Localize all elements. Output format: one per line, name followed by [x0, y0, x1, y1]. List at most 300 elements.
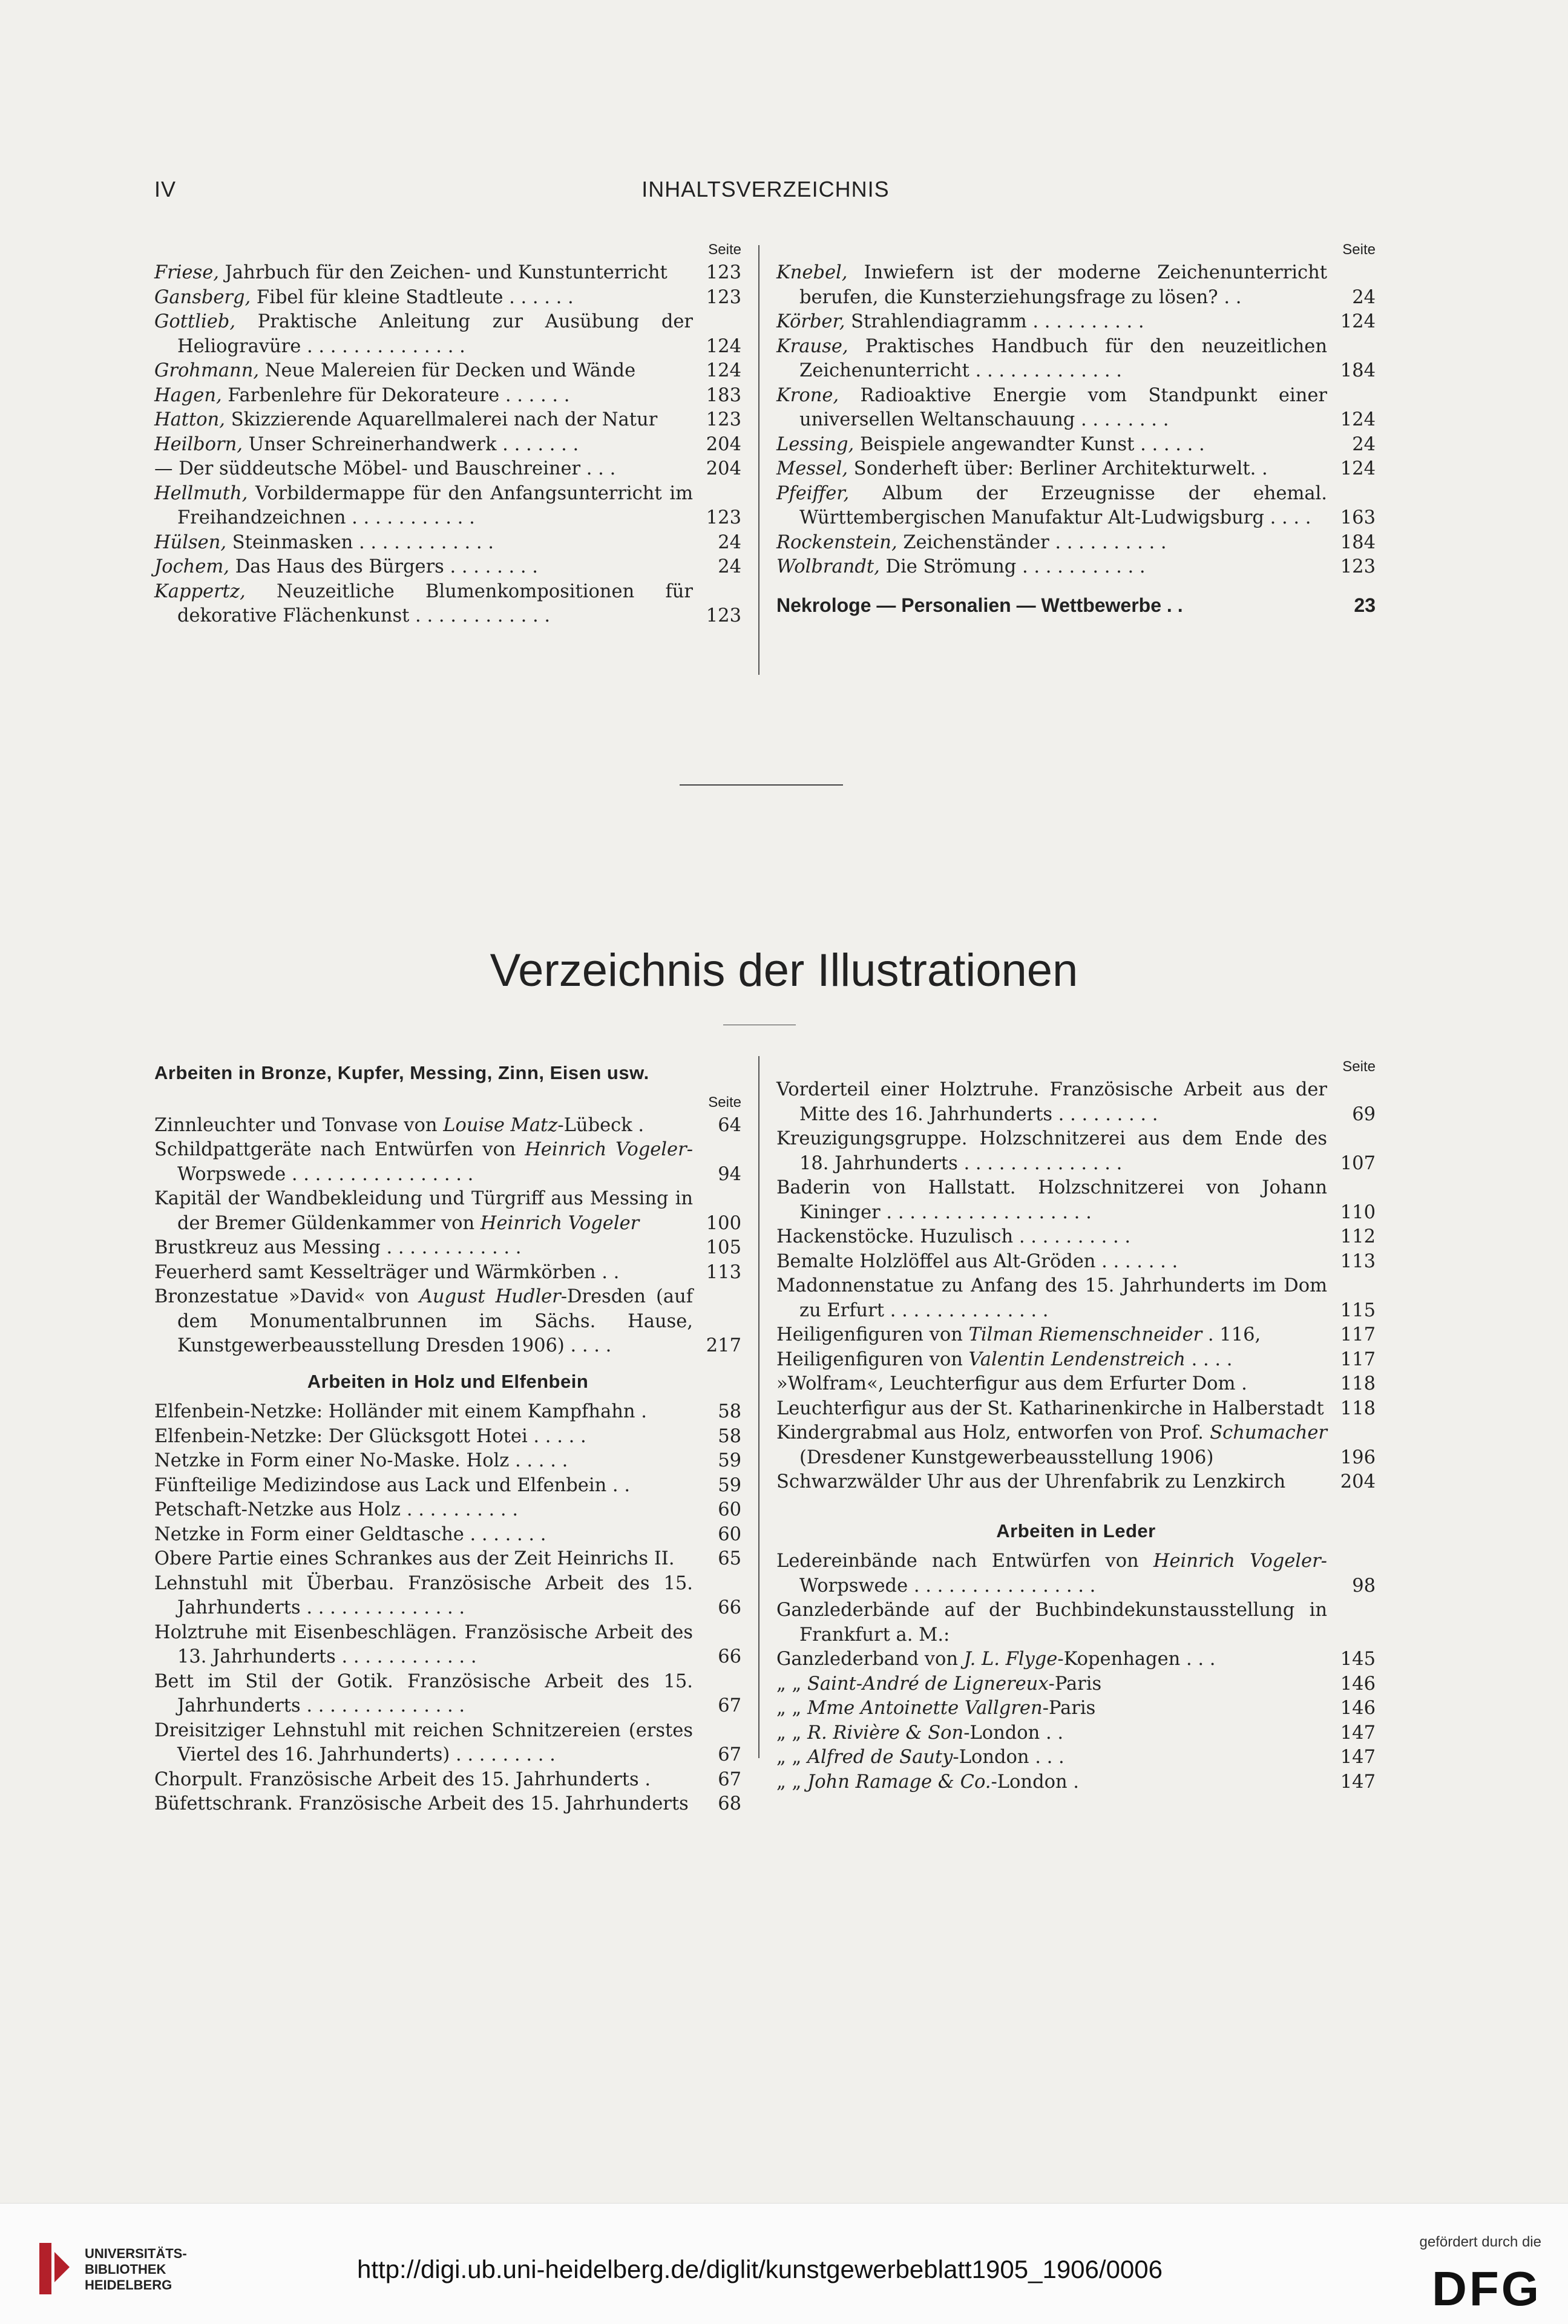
- entry-title: Chorpult. Französische Arbeit des 15. Jahrhunderts .: [154, 1768, 651, 1790]
- illustration-entry: [776, 1127, 1376, 1176]
- entry-text: [776, 1127, 1327, 1176]
- entry-page: 68: [718, 1793, 741, 1814]
- entry-text: [154, 433, 693, 458]
- entry-suffix: -Dresden (auf dem Monumentalbrunnen im Sächs. Hause, Kunstgewerbeausstellung Dresden 1906) . . . .: [177, 1286, 693, 1356]
- entry-page: 124: [706, 360, 741, 381]
- entry-artist: Tilman Riemenschneider: [968, 1324, 1202, 1345]
- entry-author: Pfeiffer,: [776, 482, 850, 504]
- entry-page: 60: [718, 1499, 741, 1520]
- entry-artist: Alfred de Sauty: [807, 1747, 953, 1768]
- entry-title: Farbenlehre für Dekorateure . . . . . .: [228, 384, 570, 406]
- entry-page: 112: [1340, 1226, 1376, 1247]
- entry-page: 204: [706, 433, 741, 455]
- seite-label: Seite: [1342, 241, 1376, 258]
- entry-page: 118: [1340, 1397, 1376, 1419]
- entry-suffix: -London . .: [963, 1722, 1064, 1744]
- entry-text: [154, 1768, 693, 1793]
- entry-title: Praktische Anleitung zur Ausübung der Heliogravüre . . . . . . . . . . . . . .: [177, 311, 693, 357]
- illustration-entry: [776, 1745, 1376, 1770]
- entry-text: [776, 310, 1327, 335]
- entry-text: [154, 1792, 693, 1817]
- entry-text: [154, 457, 693, 482]
- entry-text: [776, 1225, 1327, 1250]
- entry-page: 113: [706, 1261, 741, 1283]
- entry-text: [154, 1498, 693, 1523]
- entry-title: Leuchterfigur aus der St. Katharinenkirche in Halberstadt: [776, 1397, 1324, 1419]
- toc-entry: [154, 384, 741, 409]
- entry-text: [154, 384, 693, 409]
- entry-artist: John Ramage & Co.: [807, 1771, 991, 1793]
- entry-suffix: -London . . .: [953, 1747, 1064, 1768]
- entry-page: 123: [706, 605, 741, 626]
- entry-page: 107: [1340, 1152, 1376, 1174]
- entry-author: Rockenstein,: [776, 531, 897, 553]
- entry-suffix: -London .: [991, 1771, 1079, 1793]
- entry-page: 67: [718, 1768, 741, 1790]
- entry-page: 147: [1340, 1747, 1376, 1768]
- illustration-entry: [776, 1225, 1376, 1250]
- entry-title: Heiligenfiguren von: [776, 1324, 969, 1345]
- entry-artist: Valentin Lendenstreich: [968, 1348, 1186, 1370]
- top-column-divider: [758, 245, 759, 675]
- illustration-entry: [154, 1138, 741, 1187]
- toc-entry: [154, 580, 741, 629]
- entry-author: Kappertz,: [154, 580, 246, 602]
- entry-author: Messel,: [776, 458, 848, 479]
- entry-author: Jochem,: [154, 556, 229, 577]
- section-heading-leder: Arbeiten in Leder: [996, 1520, 1156, 1541]
- entry-page: 67: [718, 1744, 741, 1765]
- entry-page: 196: [1340, 1446, 1376, 1468]
- toc-entry: [776, 433, 1376, 458]
- entry-text: [776, 457, 1327, 482]
- entry-text: [154, 310, 693, 359]
- toc-entry: [154, 286, 741, 310]
- entry-text: [154, 1138, 693, 1187]
- entry-title: Netzke in Form einer No-Maske. Holz . . . . .: [154, 1450, 568, 1471]
- entry-title: Die Strömung . . . . . . . . . . .: [885, 556, 1146, 577]
- entry-title: Bemalte Holzlöffel aus Alt-Gröden . . . . . . .: [776, 1250, 1178, 1272]
- entry-suffix: Worpswede . . . . . . . . . . . . . . . .: [799, 1575, 1096, 1597]
- entry-title: Vorderteil einer Holztruhe. Französische Arbeit aus der Mitte des 16. Jahrhunderts . . . . . . . . .: [776, 1079, 1327, 1125]
- illustration-entry: [154, 1547, 741, 1572]
- entry-text: [154, 1236, 693, 1261]
- entry-page: 163: [1340, 507, 1376, 528]
- illustration-entry: [154, 1474, 741, 1498]
- funding-note: gefördert durch die: [1419, 2234, 1541, 2250]
- entry-title: Neue Malereien für Decken und Wände: [264, 360, 636, 381]
- illustration-entry: [776, 1250, 1376, 1275]
- toc-entry: [154, 531, 741, 556]
- illustration-entry: [154, 1768, 741, 1793]
- entry-title: Brustkreuz aus Messing . . . . . . . . . . . .: [154, 1237, 522, 1258]
- entry-artist: Heinrich Vogeler: [480, 1212, 640, 1234]
- permalink-url[interactable]: http://digi.ub.uni-heidelberg.de/diglit/kunstgewerbeblatt1905_1906/0006: [357, 2255, 1163, 2283]
- footer-bar: [0, 2203, 1568, 2324]
- entry-suffix: -Paris: [1048, 1673, 1102, 1695]
- entry-title: Ganzlederband von: [776, 1649, 964, 1670]
- top-left-column: [154, 239, 741, 629]
- illustration-entry: [154, 1285, 741, 1359]
- entry-artist: Mme Antoinette Vallgren: [807, 1698, 1043, 1719]
- entry-text: [776, 1598, 1327, 1647]
- entry-text: [154, 1449, 693, 1474]
- entry-text: [154, 555, 693, 580]
- entry-text: [776, 261, 1327, 310]
- illustration-entry: [776, 1078, 1376, 1127]
- entry-page: 123: [1340, 556, 1376, 577]
- entry-page: 110: [1340, 1201, 1376, 1223]
- seite-label: Seite: [708, 1094, 741, 1111]
- entry-title: Zinnleuchter und Tonvase von: [154, 1114, 444, 1136]
- illustration-entry: [154, 1236, 741, 1261]
- entry-title: Baderin von Hallstatt. Holzschnitzerei von Johann Kininger . . . . . . . . . . . . . . . . . .: [776, 1177, 1327, 1223]
- illustration-entry: [776, 1397, 1376, 1422]
- illustration-entry: [154, 1498, 741, 1523]
- entry-text: [154, 1547, 693, 1572]
- entry-page: 59: [718, 1474, 741, 1496]
- entry-text: [154, 408, 693, 433]
- illustration-entry: [154, 1523, 741, 1548]
- entry-text: [154, 1400, 693, 1425]
- entry-page: 117: [1340, 1324, 1376, 1345]
- entry-text: [154, 1719, 693, 1768]
- top-right-column: [776, 239, 1376, 617]
- illustration-entry: [154, 1670, 741, 1719]
- entry-page: 24: [1352, 433, 1376, 455]
- entry-text: [776, 1549, 1327, 1598]
- entry-page: 98: [1352, 1575, 1376, 1597]
- illustration-entry: [776, 1770, 1376, 1795]
- entry-page: 217: [706, 1335, 741, 1356]
- entry-title: Büfettschrank. Französische Arbeit des 15. Jahrhunderts: [154, 1793, 689, 1814]
- illustration-entry: [776, 1421, 1376, 1470]
- bottom-column-divider: [758, 1056, 759, 1758]
- seite-label: Seite: [708, 241, 741, 258]
- entry-page: 66: [718, 1646, 741, 1667]
- entry-title: Netzke in Form einer Geldtasche . . . . . . .: [154, 1523, 546, 1545]
- entry-text: [776, 1372, 1327, 1397]
- entry-text: [776, 1397, 1327, 1422]
- entry-text: [776, 1470, 1327, 1495]
- toc-entry: [154, 482, 741, 531]
- entry-author: Lessing,: [776, 433, 855, 455]
- entry-title: „ „: [776, 1771, 807, 1793]
- entry-title: Petschaft-Netzke aus Holz . . . . . . . . . .: [154, 1499, 519, 1520]
- entry-text: [154, 1114, 693, 1138]
- entry-page: 60: [718, 1523, 741, 1545]
- entry-author: Körber,: [776, 311, 845, 332]
- entry-page: 58: [718, 1425, 741, 1447]
- entry-page: 113: [1340, 1250, 1376, 1272]
- toc-entry: [154, 261, 741, 286]
- illustration-entry: [154, 1792, 741, 1817]
- toc-entry: [154, 359, 741, 384]
- entry-title: Inwiefern ist der moderne Zeichenunterricht berufen, die Kunsterziehungsfrage zu lösen? . .: [799, 262, 1327, 308]
- entry-title: Elfenbein-Netzke: Der Glücksgott Hotei . . . . .: [154, 1425, 586, 1447]
- entry-author: Hellmuth,: [154, 482, 248, 504]
- entry-author: Heilborn,: [154, 433, 243, 455]
- entry-text: [776, 1323, 1327, 1348]
- entry-text: [154, 1572, 693, 1621]
- entry-title: Neuzeitliche Blumenkompositionen für dekorative Flächenkunst . . . . . . . . . . . .: [177, 580, 693, 626]
- toc-entry: [154, 433, 741, 458]
- entry-author: Friese,: [154, 262, 219, 283]
- seite-label: Seite: [1342, 1059, 1376, 1075]
- dfg-logo: DFG: [1432, 2262, 1541, 2316]
- entry-text: [154, 261, 693, 286]
- illustration-entry: [154, 1425, 741, 1449]
- entry-text: [154, 482, 693, 531]
- entry-text: [776, 335, 1327, 384]
- toc-entry: [154, 310, 741, 359]
- entry-page: 145: [1340, 1649, 1376, 1670]
- toc-entry: [776, 335, 1376, 384]
- entry-page: 23: [1354, 594, 1376, 616]
- entry-text: [776, 531, 1327, 556]
- entry-page: 183: [706, 384, 741, 406]
- entry-text: [776, 1348, 1327, 1373]
- illustration-entry: [776, 1672, 1376, 1697]
- entry-page: 124: [1340, 311, 1376, 332]
- entry-suffix: -Lübeck .: [557, 1114, 645, 1136]
- entry-title: Kindergrabmal aus Holz, entworfen von Prof.: [776, 1422, 1210, 1443]
- entry-text: [776, 1745, 1327, 1770]
- toc-entry: [776, 310, 1376, 335]
- entry-title: »Wolfram«, Leuchterfigur aus dem Erfurter Dom .: [776, 1373, 1247, 1394]
- page-number: IV: [154, 177, 177, 202]
- entry-page: 24: [1352, 286, 1376, 308]
- entry-text: [154, 1187, 693, 1236]
- entry-author: Krause,: [776, 335, 848, 357]
- entry-text: [776, 1274, 1327, 1323]
- entry-page: 105: [706, 1237, 741, 1258]
- entry-title: Zeichenständer . . . . . . . . . .: [903, 531, 1167, 553]
- entry-title: Schwarzwälder Uhr aus der Uhrenfabrik zu Lenzkirch: [776, 1471, 1286, 1492]
- entry-text: [776, 555, 1327, 580]
- entry-title: Madonnenstatue zu Anfang des 15. Jahrhunderts im Dom zu Erfurt . . . . . . . . . . . . . .: [776, 1275, 1327, 1321]
- illustration-entry: [154, 1114, 741, 1138]
- toc-entry: [776, 457, 1376, 482]
- toc-entry: [776, 261, 1376, 310]
- entry-page: 123: [706, 409, 741, 430]
- entry-author: Wolbrandt,: [776, 556, 880, 577]
- entry-title: Feuerherd samt Kesselträger und Wärmkörben . .: [154, 1261, 620, 1283]
- entry-text: [154, 359, 693, 384]
- toc-entry: [154, 457, 741, 482]
- entry-author: Hagen,: [154, 384, 222, 406]
- entry-text: [154, 1621, 693, 1670]
- illustration-entry: [776, 1549, 1376, 1598]
- entry-text: [154, 1425, 693, 1449]
- entry-title: Bett im Stil der Gotik. Französische Arbeit des 15. Jahrhunderts . . . . . . . . . . . . . .: [154, 1670, 693, 1716]
- entry-text: [776, 1721, 1327, 1746]
- entry-suffix: -Paris: [1042, 1698, 1096, 1719]
- illustration-entry: [776, 1470, 1376, 1495]
- entry-author: Gansberg,: [154, 286, 251, 308]
- entry-artist: August Hudler: [419, 1286, 561, 1307]
- entry-page: 124: [1340, 409, 1376, 430]
- entry-text: [154, 1474, 693, 1498]
- entry-artist: Heinrich Vogeler-: [1153, 1551, 1327, 1572]
- bottom-left-column: [154, 1050, 741, 1817]
- entry-page: 123: [706, 286, 741, 308]
- entry-title: Kreuzigungsgruppe. Holzschnitzerei aus dem Ende des 18. Jahrhunderts . . . . . . . . . . . . . .: [776, 1128, 1327, 1174]
- entry-page: 24: [718, 556, 741, 577]
- entry-page: 124: [1340, 458, 1376, 479]
- section-heading-holz: Arbeiten in Holz und Elfenbein: [307, 1370, 589, 1392]
- entry-page: 147: [1340, 1771, 1376, 1793]
- entry-text: [776, 1770, 1327, 1795]
- entry-title: „ „: [776, 1698, 807, 1719]
- entry-page: 67: [718, 1695, 741, 1716]
- entry-text: [154, 1261, 693, 1285]
- entry-page: 117: [1340, 1348, 1376, 1370]
- entry-title: Ganzlederbände auf der Buchbindekunstausstellung in Frankfurt a. M.:: [776, 1600, 1327, 1646]
- illustration-entry: [776, 1274, 1376, 1323]
- running-title: INHALTSVERZEICHNIS: [641, 177, 890, 202]
- entry-title: Unser Schreinerhandwerk . . . . . . .: [248, 433, 579, 455]
- entry-title: Kapitäl der Wandbekleidung und Türgriff aus Messing in der Bremer Güldenkammer von: [154, 1188, 693, 1234]
- entry-author: Knebel,: [776, 262, 848, 283]
- entry-text: [776, 1647, 1327, 1672]
- library-name: UNIVERSITÄTS- BIBLIOTHEK HEIDELBERG: [85, 2246, 187, 2293]
- entry-suffix: -Kopenhagen . . .: [1057, 1649, 1216, 1670]
- illustration-entry: [776, 1176, 1376, 1225]
- entry-title: Dreisitziger Lehnstuhl mit reichen Schnitzereien (erstes Viertel des 16. Jahrhunderts) . . . . . . . . .: [154, 1719, 693, 1765]
- entry-title: Holztruhe mit Eisenbeschlägen. Französische Arbeit des 13. Jahrhunderts . . . . . . . . . . . .: [154, 1621, 693, 1667]
- entry-text: [154, 1670, 693, 1719]
- illustrations-title: Verzeichnis der Illustrationen: [490, 945, 1078, 996]
- entry-title: Vorbildermappe für den Anfangsunterricht im Freihandzeichnen . . . . . . . . . . .: [177, 482, 693, 528]
- entry-title: Das Haus des Bürgers . . . . . . . .: [235, 556, 538, 577]
- entry-author: Grohmann,: [154, 360, 260, 381]
- entry-page: 123: [706, 262, 741, 283]
- entry-title: Heiligenfiguren von: [776, 1348, 969, 1370]
- entry-page: 147: [1340, 1722, 1376, 1744]
- entry-page: 24: [718, 531, 741, 553]
- entry-artist: Schumacher: [1210, 1422, 1327, 1443]
- entry-text: Nekrologe — Personalien — Wettbewerbe . .: [776, 594, 1183, 616]
- section-heading-bronze: Arbeiten in Bronze, Kupfer, Messing, Zinn, Eisen usw.: [154, 1062, 649, 1083]
- entry-title: Praktisches Handbuch für den neuzeitlichen Zeichenunterricht . . . . . . . . . . . . .: [799, 335, 1327, 381]
- entry-text: [776, 1672, 1327, 1697]
- entry-title: — Der süddeutsche Möbel- und Bauschreiner . . .: [154, 458, 616, 479]
- entry-page: 100: [706, 1212, 741, 1234]
- illustration-entry: [776, 1598, 1376, 1647]
- entry-title: Beispiele angewandter Kunst . . . . . .: [859, 433, 1205, 455]
- entry-text: [776, 482, 1327, 531]
- entry-title: Schildpattgeräte nach Entwürfen von: [154, 1139, 525, 1160]
- entry-text: [154, 531, 693, 556]
- entry-text: [154, 1285, 693, 1359]
- entry-page: 146: [1340, 1673, 1376, 1695]
- entry-title: Steinmasken . . . . . . . . . . . .: [232, 531, 494, 553]
- illustration-entry: [154, 1719, 741, 1768]
- entry-text: [776, 1696, 1327, 1721]
- entry-page: 64: [718, 1114, 741, 1136]
- entry-text: [776, 1421, 1327, 1470]
- entry-page: 184: [1340, 531, 1376, 553]
- entry-artist: R. Rivière & Son: [807, 1722, 964, 1744]
- entry-page: 124: [706, 335, 741, 357]
- entry-title: „ „: [776, 1722, 807, 1744]
- toc-entry: [776, 531, 1376, 556]
- entry-page: 123: [706, 507, 741, 528]
- illustration-entry: [776, 1696, 1376, 1721]
- entry-text: [776, 433, 1327, 458]
- illustration-entry: [776, 1721, 1376, 1746]
- entry-artist: Saint-André de Lignereux: [807, 1673, 1049, 1695]
- entry-title: Fünfteilige Medizindose aus Lack und Elfenbein . .: [154, 1474, 631, 1496]
- entry-title: Skizzierende Aquarellmalerei nach der Natur: [231, 409, 658, 430]
- illustration-entry: [154, 1621, 741, 1670]
- illustration-entry: [154, 1261, 741, 1285]
- entry-page: 94: [718, 1163, 741, 1185]
- illustration-entry: [154, 1400, 741, 1425]
- entry-text: [154, 580, 693, 629]
- entry-page: 204: [706, 458, 741, 479]
- toc-entry: [776, 555, 1376, 580]
- illustration-entry: [776, 1647, 1376, 1672]
- entry-suffix: . . . .: [1185, 1348, 1233, 1370]
- entry-artist: Louise Matz: [443, 1114, 558, 1136]
- entry-artist: J. L. Flyge: [963, 1649, 1058, 1670]
- nekrologe-entry: [776, 593, 1376, 618]
- entry-title: Bronzestatue »David« von: [154, 1286, 419, 1307]
- entry-author: Gottlieb,: [154, 311, 236, 332]
- entry-author: Krone,: [776, 384, 839, 406]
- entry-page: 69: [1352, 1103, 1376, 1125]
- entry-title: Radioaktive Energie vom Standpunkt einer universellen Weltanschauung . . . . . . . .: [799, 384, 1327, 430]
- entry-title: Sonderheft über: Berliner Architekturwelt. .: [853, 458, 1268, 479]
- entry-author: Hülsen,: [154, 531, 227, 553]
- toc-entry: [776, 384, 1376, 433]
- entry-title: Strahlendiagramm . . . . . . . . . .: [851, 311, 1144, 332]
- entry-page: 204: [1340, 1471, 1376, 1492]
- entry-text: [154, 286, 693, 310]
- entry-text: [776, 1078, 1327, 1127]
- entry-title: Album der Erzeugnisse der ehemal. Württembergischen Manufaktur Alt-Ludwigsburg . . . .: [799, 482, 1327, 528]
- illustration-entry: [154, 1572, 741, 1621]
- entry-suffix: Worpswede . . . . . . . . . . . . . . . .: [177, 1163, 474, 1185]
- toc-entry: [154, 408, 741, 433]
- entry-text: [776, 1176, 1327, 1225]
- illustration-entry: [776, 1372, 1376, 1397]
- entry-page: 184: [1340, 360, 1376, 381]
- entry-author: Hatton,: [154, 409, 225, 430]
- entry-text: [776, 384, 1327, 433]
- entry-title: Lehnstuhl mit Überbau. Französische Arbeit des 15. Jahrhunderts . . . . . . . . . . . . . .: [154, 1572, 693, 1618]
- entry-title: Obere Partie eines Schrankes aus der Zeit Heinrichs II.: [154, 1548, 675, 1569]
- toc-entry: [154, 555, 741, 580]
- entry-text: [776, 1250, 1327, 1275]
- entry-page: 115: [1340, 1299, 1376, 1321]
- entry-suffix: . 116,: [1202, 1324, 1261, 1345]
- toc-entry: [776, 482, 1376, 531]
- illustration-entry: [776, 1348, 1376, 1373]
- entry-page: 66: [718, 1597, 741, 1618]
- entry-page: 146: [1340, 1698, 1376, 1719]
- entry-page: 118: [1340, 1373, 1376, 1394]
- entry-title: Hackenstöcke. Huzulisch . . . . . . . . . .: [776, 1226, 1131, 1247]
- entry-page: 58: [718, 1401, 741, 1422]
- section-divider: [680, 784, 843, 786]
- entry-title: „ „: [776, 1747, 807, 1768]
- entry-title: „ „: [776, 1673, 807, 1695]
- entry-page: 65: [718, 1548, 741, 1569]
- entry-title: Elfenbein-Netzke: Holländer mit einem Kampfhahn .: [154, 1401, 647, 1422]
